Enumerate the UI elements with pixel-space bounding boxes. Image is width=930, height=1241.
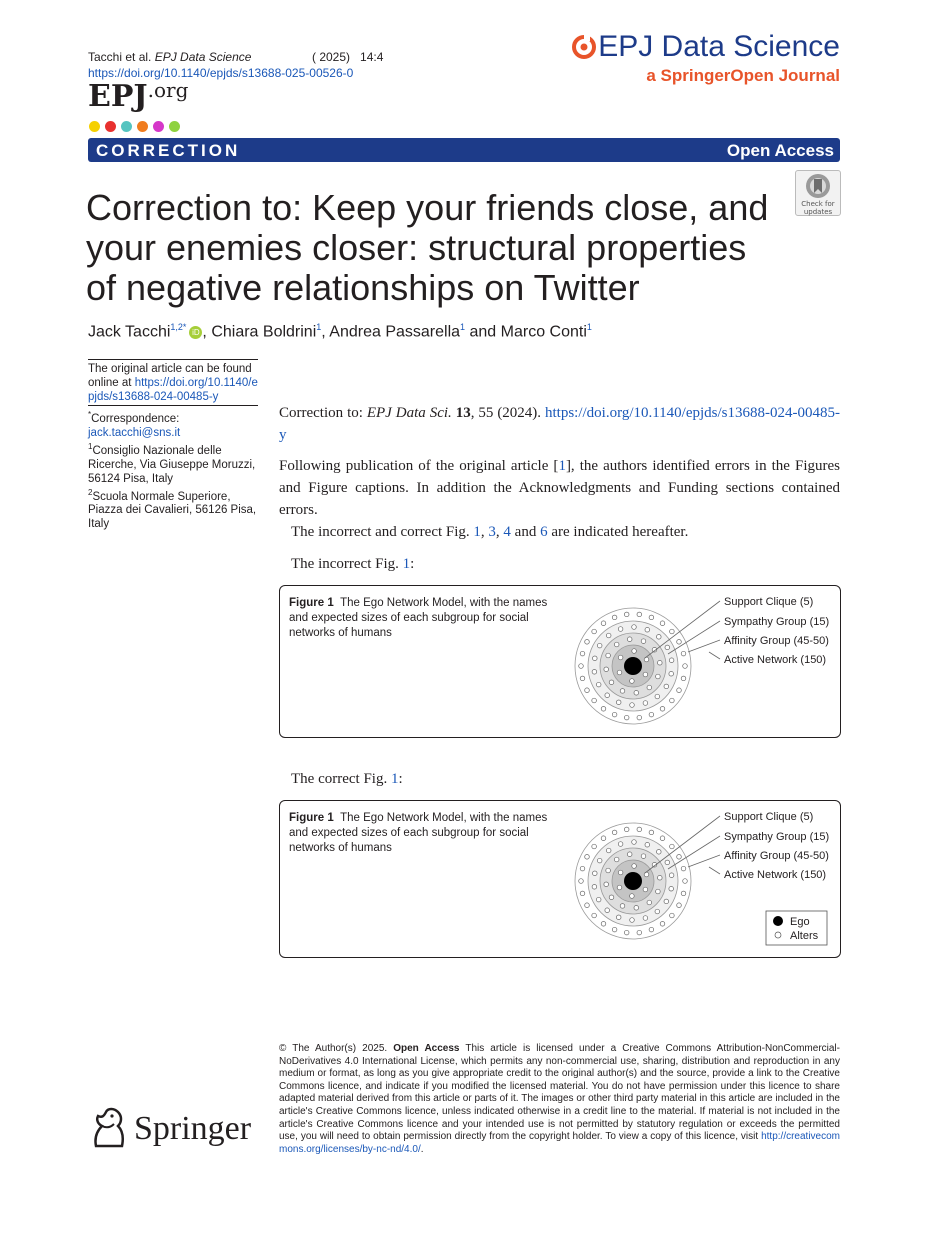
- alter-node: [657, 635, 662, 640]
- p1-prefix: Correction to:: [279, 405, 367, 421]
- correspondence-label: Correspondence:: [91, 412, 180, 425]
- alter-node: [624, 612, 629, 617]
- fig-6-link[interactable]: 6: [540, 524, 548, 540]
- layer-label: Sympathy Group (15): [724, 616, 830, 628]
- alter-node: [634, 691, 639, 696]
- alter-node: [683, 879, 688, 884]
- alter-node: [670, 698, 675, 703]
- author-name: Chiara Boldrini: [211, 323, 317, 341]
- epj-logo-dots: [89, 117, 185, 136]
- layer-label: Active Network (150): [724, 869, 827, 881]
- correct-caption-text: The Ego Network Model, with the names and expected sizes of each subgroup for social networks of humans: [289, 812, 548, 854]
- alter-node: [585, 855, 590, 860]
- epj-swirl-icon: [572, 35, 596, 59]
- alter-node: [660, 707, 665, 712]
- author-affiliation-sup[interactable]: 1: [316, 322, 322, 332]
- author-separator: and: [465, 323, 501, 341]
- author-affiliation-sup[interactable]: 1,2*: [170, 322, 187, 332]
- alter-node: [614, 857, 619, 862]
- alter-node: [612, 830, 617, 835]
- springer-knight-icon: [88, 1106, 128, 1150]
- alter-node: [632, 625, 637, 630]
- alter-node: [677, 688, 682, 693]
- alter-node: [637, 715, 642, 720]
- layer-label: Affinity Group (45-50): [724, 635, 829, 647]
- alter-node: [624, 930, 629, 935]
- fig-1-link[interactable]: 1: [473, 524, 481, 540]
- alter-node: [658, 875, 663, 880]
- alter-node: [618, 870, 623, 875]
- alter-node: [612, 712, 617, 717]
- alter-node: [632, 864, 637, 869]
- bookmark-icon: [803, 173, 833, 201]
- ego-node: [624, 657, 642, 675]
- alter-node: [670, 844, 675, 849]
- alter-node: [681, 676, 686, 681]
- alter-node: [601, 836, 606, 841]
- p1-rest: , 55 (2024).: [470, 405, 545, 421]
- alter-node: [616, 700, 621, 705]
- alter-node: [601, 707, 606, 712]
- alter-node: [630, 894, 635, 899]
- p2-text-a: Following publication of the original article [: [279, 458, 559, 474]
- correct-ego-network-diagram: [280, 801, 840, 957]
- alter-node: [620, 904, 625, 909]
- author-affiliation-sup[interactable]: 1: [460, 322, 466, 332]
- alter-node: [644, 872, 649, 877]
- alter-node: [656, 674, 661, 679]
- alter-node: [605, 908, 610, 913]
- alter-node: [658, 660, 663, 665]
- alter-node: [606, 868, 611, 873]
- p3-sep: ,: [495, 524, 504, 540]
- alter-node: [677, 640, 682, 645]
- alter-node: [649, 830, 654, 835]
- p3-text-a: The incorrect and correct Fig.: [291, 524, 474, 540]
- alter-node: [592, 844, 597, 849]
- correspondence-email-link[interactable]: jack.tacchi@sns.it: [88, 426, 181, 439]
- alter-node: [665, 860, 670, 865]
- incorrect-ego-network-diagram: [280, 586, 840, 737]
- incorrect-colon: :: [410, 556, 415, 572]
- original-article-prefix: The original article can be found online at: [88, 363, 252, 389]
- incorrect-label-text: The incorrect Fig.: [291, 556, 403, 572]
- affiliation-2: Scuola Normale Superiore, Piazza dei Cavalieri, 56126 Pisa, Italy: [88, 490, 257, 531]
- alter-node: [665, 645, 670, 650]
- leader-line: [709, 867, 720, 874]
- article-type-label: CORRECTION: [96, 141, 241, 160]
- alter-node: [592, 913, 597, 918]
- reference-1-link[interactable]: 1: [558, 458, 566, 474]
- epj-logo-text: EPJ: [88, 79, 148, 114]
- original-article-link[interactable]: https://doi.org/10.1140/epjds/s13688-024-00485-y: [88, 377, 258, 403]
- original-article-note: [88, 362, 258, 404]
- citation-journal: EPJ Data Science: [154, 50, 252, 64]
- correct-figure-label: [291, 768, 840, 790]
- affiliation-1: Consiglio Nazionale delle Ricerche, Via Giuseppe Moruzzi, 56124 Pisa, Italy: [88, 444, 256, 485]
- alter-node: [632, 840, 637, 845]
- logo-dot: [105, 121, 116, 132]
- alter-node: [596, 682, 601, 687]
- correct-label-text: The correct Fig.: [291, 771, 391, 787]
- layer-label: Affinity Group (45-50): [724, 850, 829, 862]
- logo-dot: [121, 121, 132, 132]
- alter-node: [649, 712, 654, 717]
- epj-logo-suffix: .org: [147, 78, 189, 102]
- author-name: Jack Tacchi: [88, 323, 171, 341]
- alter-node: [660, 621, 665, 626]
- alter-node: [637, 612, 642, 617]
- alter-node: [604, 882, 609, 887]
- citation-authors: Tacchi et al.: [88, 50, 152, 64]
- alter-node: [612, 927, 617, 932]
- alter-node: [649, 927, 654, 932]
- alter-node: [647, 685, 652, 690]
- alter-node: [620, 689, 625, 694]
- legend-alter-symbol: [775, 932, 781, 938]
- alter-node: [645, 627, 650, 632]
- sidebar-rule: [88, 359, 258, 360]
- alter-node: [641, 639, 646, 644]
- author-name: Marco Conti: [500, 323, 587, 341]
- fig-3-link[interactable]: 3: [488, 524, 496, 540]
- article-title: Correction to: Keep your friends close, and your enemies closer: structural properties of negative relationships on Twitter: [86, 187, 769, 308]
- affiliation-2-sup: 2: [88, 487, 93, 497]
- fig-4-link[interactable]: 4: [503, 524, 511, 540]
- alter-node: [580, 651, 585, 656]
- alter-node: [643, 701, 648, 706]
- alter-node: [617, 885, 622, 890]
- legend-ego-symbol: [773, 916, 783, 926]
- incorrect-figure-label: [291, 553, 840, 575]
- legend-alters-label: Alters: [790, 930, 819, 942]
- alter-node: [592, 670, 597, 675]
- author-name: Andrea Passarella: [329, 323, 461, 341]
- ego-node: [624, 872, 642, 890]
- alter-node: [669, 873, 674, 878]
- logo-dot: [137, 121, 148, 132]
- logo-dot: [89, 121, 100, 132]
- alter-node: [579, 879, 584, 884]
- leader-line: [688, 640, 720, 652]
- alter-node: [601, 922, 606, 927]
- alter-node: [664, 684, 669, 689]
- alter-node: [630, 679, 635, 684]
- alter-node: [655, 909, 660, 914]
- orcid-icon[interactable]: iD: [189, 326, 202, 339]
- alter-node: [681, 891, 686, 896]
- p1-volume: 13: [455, 405, 471, 421]
- alter-node: [641, 854, 646, 859]
- correspondence-note: [88, 408, 258, 531]
- alter-node: [669, 886, 674, 891]
- license-open-access: Open Access: [393, 1043, 460, 1054]
- alter-node: [630, 703, 635, 708]
- alter-node: [580, 676, 585, 681]
- p3-text-b: are indicated hereafter.: [547, 524, 689, 540]
- alter-node: [670, 913, 675, 918]
- alter-node: [580, 866, 585, 871]
- alter-node: [660, 836, 665, 841]
- alter-node: [634, 906, 639, 911]
- correct-caption-label: Figure 1: [289, 812, 334, 824]
- alter-node: [655, 694, 660, 699]
- springer-logo[interactable]: [88, 1106, 252, 1154]
- citation-year: ( 2025): [312, 50, 351, 64]
- citation-line: [88, 50, 418, 64]
- alter-node: [632, 649, 637, 654]
- open-access-label: Open Access: [726, 141, 834, 160]
- logo-dot: [169, 121, 180, 132]
- alter-node: [614, 642, 619, 647]
- alter-node: [681, 651, 686, 656]
- alter-node: [677, 855, 682, 860]
- author-separator: ,: [321, 323, 330, 341]
- check-for-updates-badge[interactable]: [795, 170, 841, 216]
- alter-node: [645, 842, 650, 847]
- alter-node: [627, 637, 632, 642]
- alter-node: [669, 671, 674, 676]
- layer-label: Active Network (150): [724, 654, 827, 666]
- leader-line: [709, 652, 720, 659]
- alter-node: [616, 915, 621, 920]
- original-article-doi-link[interactable]: https://doi.org/10.1140/epjds/s13688-024-00485-y: [279, 405, 840, 443]
- alter-node: [604, 667, 609, 672]
- alter-node: [660, 922, 665, 927]
- alter-node: [612, 615, 617, 620]
- p1-journal: EPJ Data Sci.: [366, 405, 452, 421]
- license-prefix: © The Author(s) 2025.: [279, 1043, 394, 1054]
- alter-node: [677, 903, 682, 908]
- alter-node: [656, 889, 661, 894]
- alter-node: [664, 899, 669, 904]
- alter-node: [601, 621, 606, 626]
- alter-node: [606, 633, 611, 638]
- alter-node: [630, 918, 635, 923]
- author-list: [88, 322, 592, 341]
- alter-node: [596, 897, 601, 902]
- alter-node: [597, 643, 602, 648]
- correspondence-star: *: [88, 410, 92, 419]
- layer-label: Sympathy Group (15): [724, 831, 830, 843]
- incorrect-fig-1-link[interactable]: 1: [402, 556, 411, 572]
- author-separator: ,: [202, 323, 212, 341]
- alter-node: [605, 693, 610, 698]
- correction-citation-paragraph: [279, 402, 840, 446]
- alter-node: [592, 885, 597, 890]
- journal-masthead[interactable]: [574, 30, 840, 86]
- figures-paragraph: [291, 521, 840, 543]
- license-end: .: [420, 1143, 424, 1155]
- sidebar-rule: [88, 405, 258, 406]
- correct-figure-box: [279, 800, 841, 958]
- license-text: This article is licensed under a Creative Commons Attribution-NonCommercial-NoDerivatives 4.0 International License, which permits any non-commercial use, sharing, distribution and reproduction in any medium or format, as long as you give appropriate credit to the original author(s) and the source, provide a link to the Creative Commons licence, and indicate if you modified the licensed material. You do not have permission under this licence to share adapted material derived from this article or parts of it. The images or other third party material in this article are included in the article's Creative Commons licence, unless indicated otherwise in a credit line to the material. If material is not included in the article's Creative Commons licence and your intended use is not permitted by statutory regulation or exceeds the permitted use, you will need to obtain permission directly from the copyright holder. To view a copy of this licence, visit: [279, 1043, 840, 1143]
- alter-node: [643, 916, 648, 921]
- correct-fig-1-link[interactable]: 1: [390, 771, 399, 787]
- license-statement: [279, 1043, 840, 1156]
- alter-node: [643, 887, 648, 892]
- alter-node: [670, 629, 675, 634]
- springer-wordmark: Springer: [134, 1110, 252, 1147]
- incorrect-caption-label: Figure 1: [289, 597, 334, 609]
- alter-node: [592, 698, 597, 703]
- alter-node: [592, 629, 597, 634]
- alter-node: [681, 866, 686, 871]
- alter-node: [597, 858, 602, 863]
- alter-node: [647, 900, 652, 905]
- alter-node: [606, 653, 611, 658]
- epj-logo[interactable]: [88, 78, 189, 114]
- alter-node: [637, 827, 642, 832]
- p3-sep: ,: [480, 524, 489, 540]
- alter-node: [637, 930, 642, 935]
- author-affiliation-sup[interactable]: 1: [586, 322, 592, 332]
- logo-dot: [153, 121, 164, 132]
- leader-line: [688, 855, 720, 867]
- alter-node: [627, 852, 632, 857]
- p3-and: and: [510, 524, 541, 540]
- alter-node: [617, 670, 622, 675]
- check-for-updates-text: Check for updates: [801, 200, 835, 216]
- alter-node: [657, 850, 662, 855]
- journal-title: EPJ Data Science: [598, 30, 840, 63]
- alter-node: [585, 640, 590, 645]
- affiliation-1-sup: 1: [88, 441, 93, 451]
- citation-volume: 14:4: [360, 50, 384, 64]
- article-type-bar: [88, 138, 840, 162]
- incorrect-figure-box: [279, 585, 841, 738]
- license-link[interactable]: http://creativecommons.org/licenses/by-nc-nd/4.0/: [279, 1131, 840, 1155]
- alter-node: [624, 715, 629, 720]
- alter-node: [585, 903, 590, 908]
- alter-node: [618, 655, 623, 660]
- article-doi-link[interactable]: https://doi.org/10.1140/epjds/s13688-025-00526-0: [88, 66, 354, 80]
- alter-node: [606, 848, 611, 853]
- journal-subtitle: a SpringerOpen Journal: [646, 66, 840, 85]
- alter-node: [683, 664, 688, 669]
- alter-node: [618, 842, 623, 847]
- alter-node: [609, 680, 614, 685]
- alter-node: [669, 658, 674, 663]
- alter-node: [580, 891, 585, 896]
- alter-node: [609, 895, 614, 900]
- alter-node: [593, 656, 598, 661]
- alter-node: [593, 871, 598, 876]
- incorrect-caption-text: The Ego Network Model, with the names and expected sizes of each subgroup for social networks of humans: [289, 597, 548, 639]
- alter-node: [579, 664, 584, 669]
- correct-colon: :: [398, 771, 403, 787]
- alter-node: [618, 627, 623, 632]
- layer-label: Support Clique (5): [724, 596, 814, 608]
- alter-node: [644, 657, 649, 662]
- errors-paragraph: [279, 455, 840, 521]
- legend-ego-label: Ego: [790, 916, 810, 928]
- alter-node: [624, 827, 629, 832]
- alter-node: [649, 615, 654, 620]
- p2-text-b: ], the authors identified errors in the Figures and Figure captions. In addition the Acknowledgments and Funding sections contained errors.: [279, 458, 840, 518]
- alter-node: [585, 688, 590, 693]
- alter-node: [643, 672, 648, 677]
- layer-label: Support Clique (5): [724, 811, 814, 823]
